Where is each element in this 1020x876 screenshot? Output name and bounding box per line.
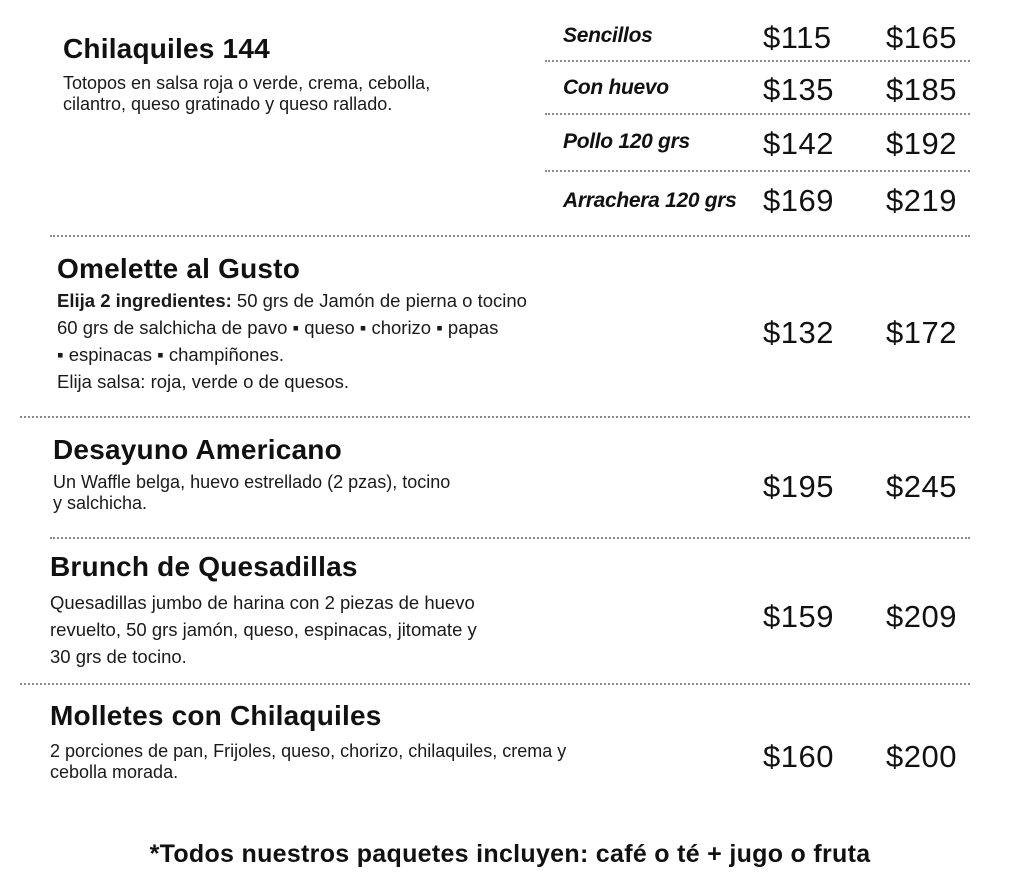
- item-description-molletes: [50, 741, 566, 783]
- price-large: $192: [886, 126, 957, 161]
- price-small: $135: [763, 72, 834, 107]
- description-line: cebolla morada.: [50, 762, 179, 782]
- description-line: Un Waffle belga, huevo estrellado (2 pzas), tocino: [53, 472, 451, 492]
- section-divider: [20, 416, 970, 418]
- section-divider: [50, 235, 970, 237]
- description-lead: Elija 2 ingredientes:: [57, 290, 232, 311]
- description-line: 60 grs de salchicha de pavo ▪ queso ▪ chorizo ▪ papas: [57, 317, 499, 338]
- item-description-desayuno-americano: [53, 472, 450, 514]
- section-divider: [20, 683, 970, 685]
- description-line: 2 porciones de pan, Frijoles, queso, chorizo, chilaquiles, crema y: [50, 741, 567, 761]
- section-divider: [50, 537, 970, 539]
- price-small: $132: [763, 315, 834, 350]
- price-small: $195: [763, 469, 834, 504]
- price-large: $172: [886, 315, 957, 350]
- price-small: $160: [763, 739, 834, 774]
- price-large: $200: [886, 739, 957, 774]
- item-description-omelette: [57, 287, 527, 395]
- item-title-desayuno-americano: Desayuno Americano: [53, 434, 342, 465]
- item-title-molletes: Molletes con Chilaquiles: [50, 700, 382, 731]
- divider: [545, 60, 970, 62]
- description-line: ▪ espinacas ▪ champiñones.: [57, 344, 285, 365]
- price-small: $169: [763, 183, 834, 218]
- price-small: $159: [763, 599, 834, 634]
- item-title-brunch-quesadillas: Brunch de Quesadillas: [50, 551, 358, 582]
- description-line: Quesadillas jumbo de harina con 2 piezas de huevo: [50, 592, 475, 613]
- description-text: 50 grs de Jamón de pierna o tocino: [231, 290, 527, 311]
- description-line: 30 grs de tocino.: [50, 646, 187, 667]
- description-line: Elija salsa: roja, verde o de quesos.: [57, 371, 350, 392]
- description-line: Totopos en salsa roja o verde, crema, cebolla,: [63, 73, 431, 93]
- divider: [545, 170, 970, 172]
- price-large: $165: [886, 20, 957, 55]
- price-large: $245: [886, 469, 957, 504]
- item-description-chilaquiles: [63, 73, 430, 115]
- item-title-omelette: Omelette al Gusto: [57, 253, 301, 284]
- price-large: $219: [886, 183, 957, 218]
- description-line: revuelto, 50 grs jamón, queso, espinacas, jitomate y: [50, 619, 477, 640]
- item-description-brunch-quesadillas: [50, 589, 477, 670]
- price-small: $142: [763, 126, 834, 161]
- description-line: cilantro, queso gratinado y queso rallado.: [63, 94, 393, 114]
- footer-note: *Todos nuestros paquetes incluyen: café o té + jugo o fruta: [149, 840, 871, 868]
- item-title-chilaquiles: Chilaquiles 144: [63, 33, 270, 64]
- variant-name-arrachera: Arrachera 120 grs: [563, 189, 737, 212]
- price-small: $115: [763, 20, 832, 55]
- price-large: $209: [886, 599, 957, 634]
- divider: [545, 113, 970, 115]
- variant-name-con-huevo: Con huevo: [563, 76, 669, 99]
- variant-name-sencillos: Sencillos: [563, 24, 653, 47]
- description-line: y salchicha.: [53, 493, 148, 513]
- variant-name-pollo: Pollo 120 grs: [563, 130, 690, 153]
- description-line: [57, 287, 527, 314]
- price-large: $185: [886, 72, 957, 107]
